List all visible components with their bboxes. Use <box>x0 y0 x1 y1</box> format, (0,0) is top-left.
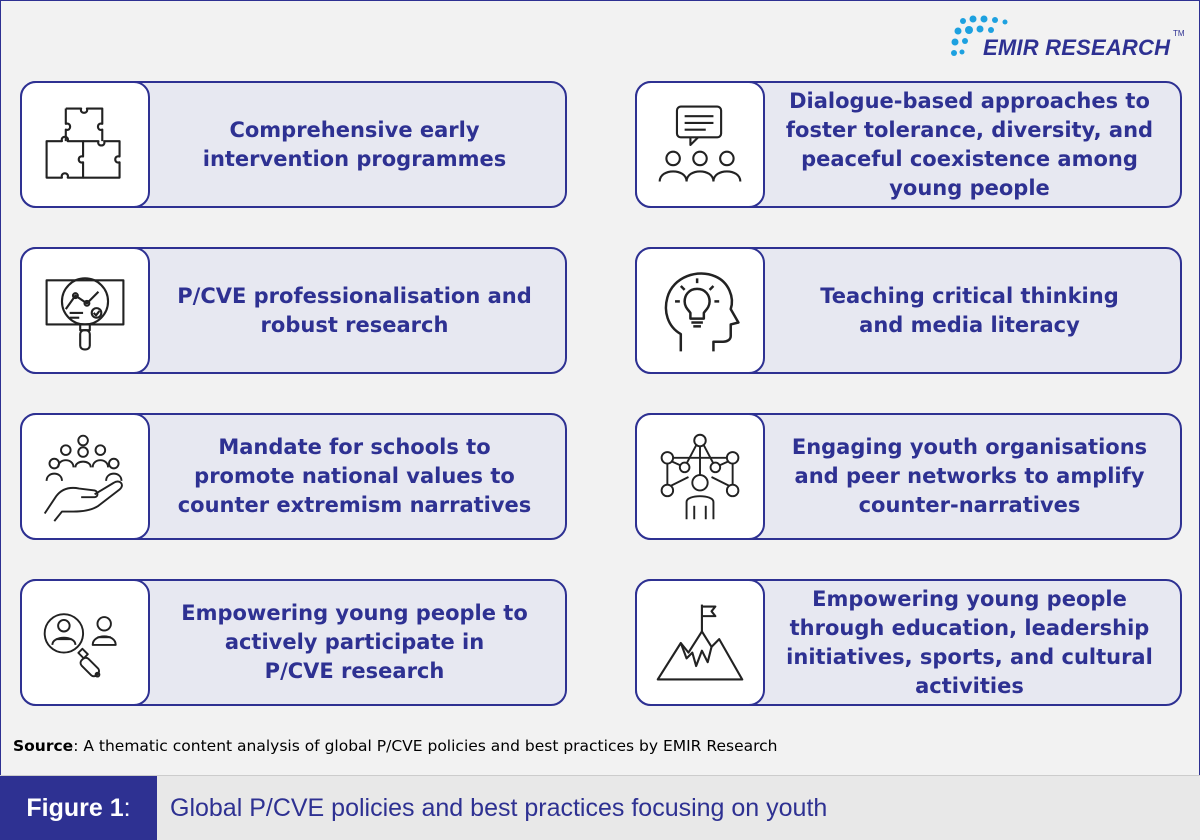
hand-group-icon <box>37 429 133 525</box>
card-school-mandate <box>20 413 567 540</box>
card-education-leadership <box>635 579 1182 706</box>
card-critical-thinking <box>635 247 1182 374</box>
head-lightbulb-icon <box>652 263 748 359</box>
card-label: Teaching critical thinking and media literacy <box>820 283 1119 337</box>
card-youth-organisations <box>635 413 1182 540</box>
figure-caption-bar <box>0 775 1200 840</box>
card-label: Dialogue-based approaches to foster tolerance, diversity, and peaceful coexistence among young people <box>785 88 1154 200</box>
mountain-flag-icon <box>652 595 748 691</box>
card-participation-research <box>20 579 567 706</box>
card-label: Empowering young people through education, leadership initiatives, sports, and cultural activities <box>786 586 1153 698</box>
figure-colon: : <box>123 793 131 822</box>
card-label: Empowering young people to actively participate in P/CVE research <box>181 601 528 683</box>
figure-label <box>0 776 157 840</box>
figure-number: Figure 1 <box>26 793 124 822</box>
card-professionalisation <box>20 247 567 374</box>
source-label: Source <box>13 737 74 755</box>
card-early-intervention <box>20 81 567 208</box>
logo-trademark: TM <box>1173 29 1185 38</box>
logo-text: EMIR RESEARCH <box>983 35 1171 60</box>
card-label: Comprehensive early intervention programmes <box>202 117 507 171</box>
card-label: Engaging youth organisations and peer networks to amplify counter-narratives <box>791 435 1148 517</box>
source-text: : A thematic content analysis of global P/CVE policies and best practices by EMIR Research <box>73 737 778 755</box>
dialogue-group-icon <box>652 97 748 193</box>
research-magnifier-icon <box>37 263 133 359</box>
figure-title: Global P/CVE policies and best practices focusing on youth <box>170 793 828 822</box>
puzzle-icon <box>37 97 133 193</box>
people-search-icon <box>37 595 133 691</box>
card-label: Mandate for schools to promote national values to counter extremism narratives <box>177 435 532 517</box>
card-label: P/CVE professionalisation and robust research <box>177 283 532 337</box>
source-note <box>13 737 777 755</box>
network-person-icon <box>652 429 748 525</box>
card-dialogue-approaches <box>635 81 1182 208</box>
emir-research-logo <box>947 13 1197 71</box>
